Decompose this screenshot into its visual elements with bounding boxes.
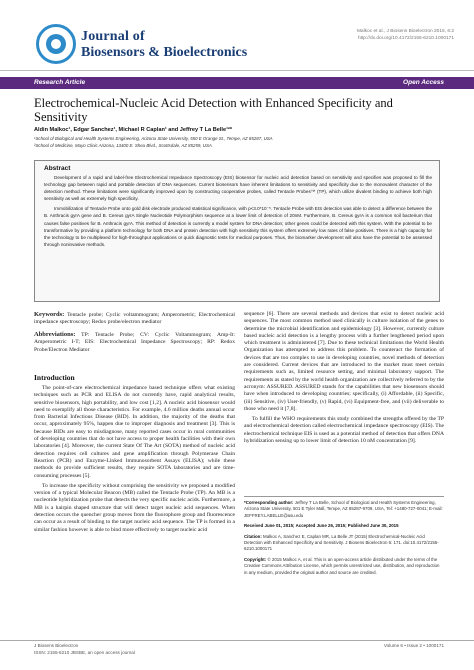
body-paragraph: To fulfill the WHO requirements this study combined the strengths offered by the TP and electrochemical detection called electrochemical impedance spectroscopy (EIS). The electrochemical technique EIS is used as a potential method of detection that offers DNA hybridization sensing up to lower limit of detection 10 nM concentration [9].	[244, 416, 444, 445]
abbreviations	[34, 331, 235, 354]
body-paragraph: sequence [6]. There are several methods and devices that exist to detect nucleic acid sequences. The most common method used clinically is culture isolation of the genes to determine the microbial identification and epidemiology [3]. However, currently culture based nucleic acid detection is a lengthy process with a further lengthened period upon which treatment is administered [7]. Due to these technical limitations the World Health Organization has attempted to address this problem. To counteract the formation of devices that are too complex to use in developing countries, novel methods of detection are considered. Current devices that are introduced to the market must meet certain requirements such as, limited resource setting, and minimal laboratory support. The requirements as stated by the world health organization are collectively referred to by the acronym: ASSURED. ASSURED stands for the capabilities that new biosensors should have when introduced to developing countries; specifically, (i) Affordable, (ii) Specific, (iii) Sensitive, (iv) User-friendly, (v) Rapid, (vi) Equipment-free, and (vii) deliverable to those who need it [7,8].	[244, 311, 444, 412]
author-list: Aldin Malkoc¹, Edgar Sanchez¹, Michael R Caplan¹ and Jeffrey T La Belle¹²*	[34, 127, 232, 133]
abbreviations-text: TP: Tentacle Probe; CV: Cyclic Voltammogram; Amp-It: Amperometric I-T; EIS: Electrochemical Impedance Spectroscopy; RP: Redox Probe/Electron Mediator	[34, 332, 235, 353]
abstract-paragraph: Immobilization of Tentacle Probe onto gold disk electrode produced statistical significance, with p<3.0*10⁻⁵. Tentacle Probe with EIS detection was able to detect a difference between the B. Anthracis gyrA gene and B. Cereus gyrA Single Nucleotide Polymorphism sequence at a lower limit of detection of 20nM. Furthermore, B. Cereus gyrA is a common soil bacterium that causes false positives for B. Anthracis gyrA. This method of detection is currently a model system for DNA detection; other genes could be detected with this system. With the potential to be transformative by providing a platform technology for both DNA and protein detection with high sensitivity this system offers extremely low rates of false positives. There is a high capacity for the technology to be multiplexed for high-throughput applications or quick diagnostic tests for medical purposes. Thus, the biomarker development will also have the potential to be assessed through noninvasive methods.	[44, 206, 432, 247]
copyright-label: Copyright:	[244, 556, 267, 562]
article-type-label: Research Article	[34, 79, 86, 86]
journal-name-line1: Journal of	[81, 29, 145, 44]
correspondence-divider	[244, 496, 444, 497]
corresponding-author-text: Jeffrey T La Belle, School of Biological and Health Systems Engineering, Arizona State University, 501 E Tyler Mall, Tempe, AZ 85287-9709, USA, Tel: +1480-727-0041; E-mail: JEFFREY.LABELLE@asu.edu	[244, 500, 443, 518]
footer-journal: J Biosens Bioelectron	[34, 643, 79, 648]
keywords	[34, 311, 235, 327]
dates-line: Received June 01, 2015; Accepted June 26, 2015; Published June 30, 2015	[244, 523, 399, 529]
keywords-label: Keywords:	[34, 311, 65, 318]
article-type-bar	[0, 77, 474, 89]
correspondence-block	[244, 500, 444, 580]
open-access-label: Open Access	[403, 79, 444, 86]
header-divider	[0, 70, 474, 71]
citation-text: Malkoc A, Sanchez E, Caplan MR, La Belle JT (2015) Electrochemical-Nucleic Acid Detection with Enhanced Specificity and Sensitivity. J Biosens Bioelectron 6: 171. doi:10.4172/2155-6210.1000171	[244, 533, 439, 552]
body-paragraph: To increase the specificity without comprising the sensitivity we proposed a modified version of a typical Molecular Beacon (MB) called the Tentacle Probe (TP). An MB is a nucleotide hybridization probe that detects the very specific nucleic acids. Furthermore, a MB is a hairpin shaped structure that will detect target nucleic acid sequences. When detection occurs the quencher group moves from the fluorophore group and fluorescence can occur as a result of binding to the target nucleic acid sequence. The TP is formed in a similar fashion however is able to bind more effectively to target nucleic acid	[34, 482, 235, 533]
affiliations	[34, 136, 273, 149]
affiliation-2: ²School of Medicine, Mayo Clinic Arizona, 13400 E. Shea Blvd., Scottsdale, AZ 85259, USA	[34, 142, 212, 148]
journal-logo-icon	[36, 24, 76, 64]
footer-issn: ISSN: 2155-6210 JBSBE, an open access journal	[34, 649, 135, 655]
body-paragraph: The point-of-care electrochemical impedance based technique offers what existing techniques such as PCR and ELISA do not currently have, rapid analytical results, sensitive biosensors, high portability, and low cost [1,2]. A nucleic acid biosensor would need to exemplify all those characteristics. For example, 4.6 million deaths annual occur from Bacterial Infectious Disease (BID). In addition, the majority of the deaths that occur, approximately 95%, happen due to improper diagnosis and treatment [3]. This is because BIDs are easy to misdiagnose, many reported cases occur in rural communities of developing countries that do not have access to proper health facilities with their own laboratories [4]. Moreover, the current State Of The Art (SOTA) method of nucleic acid detection requires cell cultures and gene amplification through Polymerase Chain Reaction (PCR) and Enzyme-Linked Immunosorbent Assays (ELISA); while these methods do provide sufficient results, they require SOTA laboratories and are time-consuming processes [5].	[34, 385, 235, 479]
introduction-heading: Introduction	[34, 373, 75, 382]
introduction-body	[34, 385, 235, 537]
corresponding-author-label: *Corresponding author:	[244, 500, 294, 505]
abstract-text	[44, 174, 432, 251]
abstract-heading: Abstract	[44, 165, 71, 172]
right-column-body	[244, 311, 444, 448]
abbreviations-label: Abbreviations:	[34, 331, 76, 338]
abstract-paragraph: Development of a rapid and label-free Electrochemical Impedance Spectroscopy (EIS) biosensor for nucleic acid detection based on sensitivity and specifies was proposed to fill the technology gap between rapid and portable detection of DNA sequences. Current biosensors have inherent limitations to sensitivity and specificity due to the monovalent character of the detection method. These limitations were significantly improved upon by constructing cooperative probes, called Tentacle Probes™ (TP), which utilize divalent binding to achieve both high sensitivity as well as extremely high specificity.	[44, 175, 432, 202]
journal-name-line2: Biosensors & Bioelectronics	[81, 45, 248, 60]
keywords-text: Tentacle probe; Cyclic voltammogram; Amperometric; Electrochemical impedance spectroscopy; Redox probe/electron mediator	[34, 312, 235, 326]
affiliation-1: ¹School of Biological and Health Systems Engineering, Arizona State University, 550 E Orange St., Tempe, AZ 85287, USA	[34, 136, 273, 141]
doi-link[interactable]: http://dx.doi.org/10.4172/2155-6210.1000171	[357, 36, 454, 41]
citation-header	[357, 28, 454, 42]
footer-volume: Volume 6 • Issue 2 • 1000171	[383, 643, 444, 648]
citation-label: Citation:	[244, 533, 262, 539]
copyright-text: © 2015 Malkoc A, et al. This is an open-access article distributed under the terms of the Creative Commons Attribution License, which permits unrestricted use, distribution, and reproduction in any medium, provided the original author and source are credited.	[244, 556, 440, 575]
citation-line: Malkoc et al., J Biosens Bioelectron 2015, 6:2	[356, 29, 454, 34]
footer-journal-info	[34, 643, 135, 656]
article-title: Electrochemical-Nucleic Acid Detection with Enhanced Specificity and Sensitivity	[34, 96, 393, 124]
footer-divider	[0, 640, 474, 641]
